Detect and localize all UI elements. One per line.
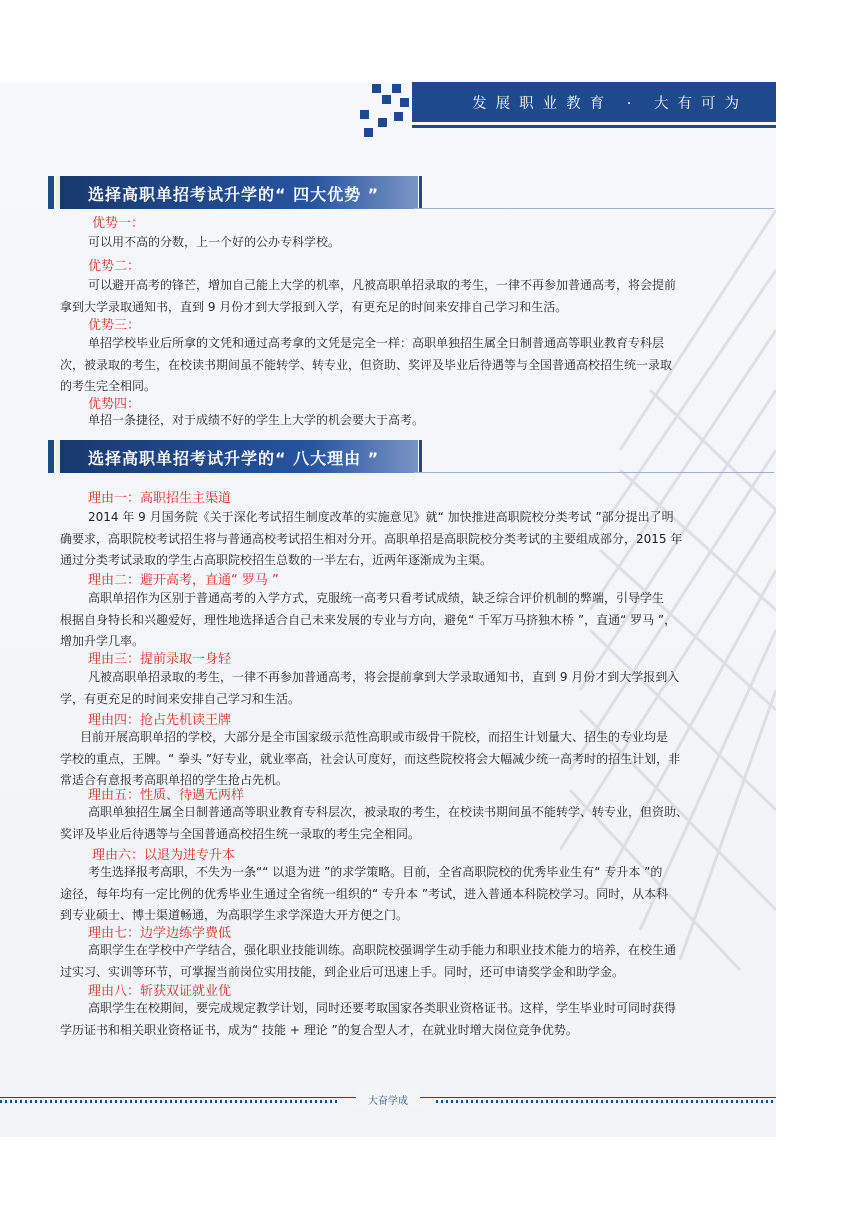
- header-slogan: 发展职业教育 · 大有可为: [472, 96, 748, 112]
- header-square-decoration: [400, 98, 409, 107]
- reason-label: 理由六：以退为进专升本: [92, 848, 236, 863]
- reason-text: 2014 年 9 月国务院《关于深化考试招生制度改革的实施意见》就“ 加快推进高职院校分类考试 ”部分提出了明 确要求，高职院校考试招生将与普通高校考试招生相对分开。高职单招是高职院校分类考试的主要组成部分，2015 年 通过分类考试录取的学生占高职院校招生总数的一半左右，近两年逐渐成为主渠。: [60, 510, 683, 567]
- advantage-text: 单招一条捷径，对于成绩不好的学生上大学的机会要大于高考。: [88, 413, 425, 427]
- header-square-decoration: [378, 118, 387, 127]
- reason-label: 理由三：提前录取一身轻: [88, 652, 232, 667]
- header-square-decoration: [360, 110, 369, 119]
- section-banner-advantages: [56, 176, 418, 209]
- reason-label: 理由二：避开高考，直通“ 罗马 ”: [88, 573, 279, 588]
- advantage-label: 优势二：: [88, 259, 141, 274]
- section-divider: [414, 472, 774, 473]
- reason-text: 高职单招作为区别于普通高考的入学方式，克服统一高考只看考试成绩，缺乏综合评价机制的弊端，引导学生 根据自身特长和兴趣爱好，理性地选择适合自己未来发展的专业与方向，避免“ 千军万马挤独木桥 ”，直通“ 罗马 ”， 增加升学几率。: [60, 591, 677, 648]
- reason-label: 理由五：性质、待遇无两样: [88, 788, 245, 803]
- advantage-label: 优势四：: [88, 397, 141, 412]
- reason-label: 理由四：抢占先机读王牌: [88, 713, 232, 728]
- advantage-text: 可以用不高的分数，上一个好的公办专科学校。: [88, 235, 341, 249]
- reason-text: 凡被高职单招录取的考生，一律不再参加普通高考，将会提前拿到大学录取通知书，直到 9 月份才到大学报到入 学，有更充足的时间来安排自己学习和生活。: [60, 670, 680, 706]
- section-banner-reasons: [56, 440, 418, 473]
- header-square-decoration: [394, 112, 403, 121]
- section-title: 选择高职单招考试升学的“ 四大优势 ”: [88, 185, 380, 204]
- header-square-decoration: [364, 128, 373, 137]
- advantage-text: 单招学校毕业后所拿的文凭和通过高考拿的文凭是完全一样：高职单独招生属全日制普通高等职业教育专科层 次，被录取的考生，在校读书期间虽不能转学、转专业，但资助、奖评及毕业后待遇等与全国普通高校招生统一录取 的考生完全相同。: [60, 336, 673, 393]
- reason-text: 考生选择报考高职，不失为一条““ 以退为进 ”的求学策略。目前，全省高职院校的优秀毕业生有“ 专升本 ”的 途径，每年均有一定比例的优秀毕业生通过全省统一组织的“ 专升本 ”考试，进入普通本科院校学习。同时，从本科 到专业硕士、博士渠道畅通，为高职学生求学深造大开方便之门。: [60, 865, 669, 922]
- section-divider: [414, 208, 774, 209]
- header-bar: [412, 82, 776, 122]
- reason-text: 高职单独招生属全日制普通高等职业教育专科层次，被录取的考生，在校读书期间虽不能转学、转专业，但资助、 奖评及毕业后待遇等与全国普通高校招生统一录取的考生完全相同。: [60, 805, 689, 841]
- reason-label: 理由七：边学边练学费低: [88, 926, 232, 941]
- advantage-label: 优势一：: [92, 216, 145, 231]
- reason-label: 理由一：高职招生主渠道: [88, 491, 232, 506]
- reason-text: 高职学生在校期间，要完成规定教学计划，同时还要考取国家各类职业资格证书。这样，学生毕业时可同时获得 学历证书和相关职业资格证书，成为“ 技能 + 理论 ”的复合型人才，在就业时增大岗位竞争优势。: [60, 1001, 677, 1037]
- footer-dots-decoration: [0, 1100, 340, 1103]
- header-square-decoration: [372, 84, 381, 93]
- header-square-decoration: [392, 84, 401, 93]
- header-square-decoration: [382, 95, 391, 104]
- footer-dots-decoration: [436, 1100, 776, 1103]
- advantage-label: 优势三：: [88, 318, 141, 333]
- reason-label: 理由八：斩获双证就业优: [88, 984, 232, 999]
- footer-logo: [356, 1088, 420, 1110]
- reason-text: 高职学生在学校中产学结合，强化职业技能训练。高职院校强调学生动手能力和职业技术能力的培养，在校生通 过实习、实训等环节，可掌握当前岗位实用技能，到企业后可迅速上手。同时，还可申请奖学金和助学金。: [60, 943, 677, 979]
- footer-logo-text: 大奋学成: [368, 1095, 408, 1107]
- advantage-text: 可以避开高考的锋芒，增加自己能上大学的机率，凡被高职单招录取的考生，一律不再参加普通高考，将会提前 拿到大学录取通知书，直到 9 月份才到大学报到入学，有更充足的时间来安排自己学习和生活。: [60, 278, 677, 314]
- section-title: 选择高职单招考试升学的“ 八大理由 ”: [88, 449, 380, 468]
- reason-text: 目前开展高职单招的学校，大部分是全市国家级示范性高职或市级骨干院校，而招生计划量大、招生的专业均是 学校的重点，王牌。“ 拳头 ”好专业，就业率高，社会认可度好，而这些院校将会大幅减少统一高考时的招生计划，非 常适合有意报考高职单招的学生抢占先机。: [60, 730, 681, 787]
